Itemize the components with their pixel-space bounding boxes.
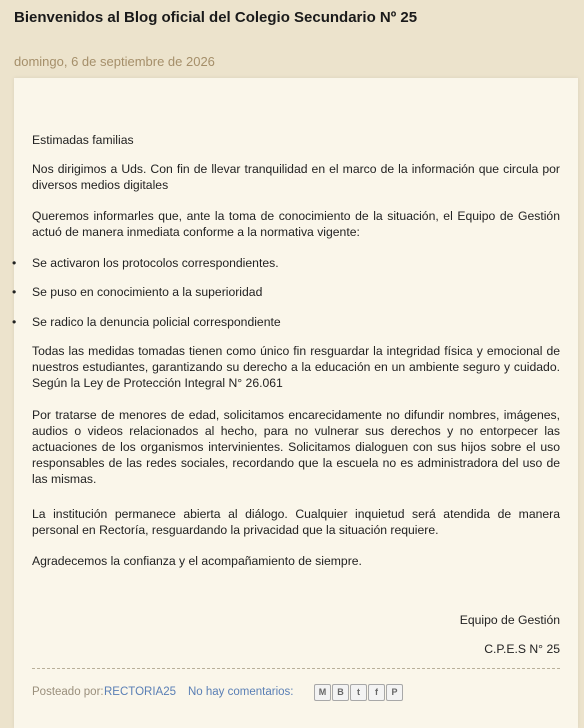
blog-title[interactable]: Bienvenidos al Blog oficial del Colegio Secundario Nº 25 <box>14 9 418 26</box>
post-paragraph: Agradecemos la confianza y el acompañamiento de siempre. <box>32 554 362 568</box>
post-paragraph: Por tratarse de menores de edad, solicitamos encarecidamente no difundir nombres, imágenes, audios o videos relacionados al hecho, para no vulnerar sus derechos y no entorpecer las actuaciones de los organismos intervinientes. Solicitamos dialoguen con sus hijos sobre el uso responsables de las redes sociales, recordando que la escuela no es administradora del uso de las mismas. <box>32 408 560 486</box>
bullet-icon: • <box>12 285 17 299</box>
post-paragraph: Todas las medidas tomadas tienen como único fin resguardar la integridad física y emocional de nuestros estudiantes, garantizando su derecho a la educación en un ambiente seguro y cuidado. Según la Ley de Protección Integral N° 26.061 <box>32 344 560 390</box>
author-link[interactable]: RECTORIA25 <box>104 686 177 698</box>
post-footer <box>32 684 560 702</box>
post-date: domingo, 6 de septiembre de 2026 <box>14 54 215 69</box>
list-item-text: Se radico la denuncia policial correspondiente <box>32 315 281 329</box>
post-card <box>14 78 578 728</box>
list-item-text: Se puso en conocimiento a la superioridad <box>32 285 263 299</box>
twitter-share-icon[interactable]: t <box>350 684 367 701</box>
post-paragraph: La institución permanece abierta al diálogo. Cualquier inquietud será atendida de manera personal en Rectoría, resguardando la privacidad que la situación requiere. <box>32 507 560 537</box>
share-buttons <box>314 684 403 700</box>
pinterest-share-icon[interactable]: P <box>386 684 403 701</box>
bullet-icon: • <box>12 256 17 270</box>
post-greeting: Estimadas familias <box>32 133 134 147</box>
post-paragraph: Nos dirigimos a Uds. Con fin de llevar tranquilidad en el marco de la información que circula por diversos medios digitales <box>32 162 560 192</box>
post-paragraph: Queremos informarles que, ante la toma de conocimiento de la situación, el Equipo de Gestión actuó de manera inmediata conforme a la normativa vigente: <box>32 209 560 239</box>
bullet-icon: • <box>12 315 17 329</box>
list-item-text: Se activaron los protocolos correspondientes. <box>32 256 279 270</box>
comments-link[interactable]: No hay comentarios: <box>188 686 294 698</box>
email-share-icon[interactable]: M <box>314 684 331 701</box>
signature-school: C.P.E.S N° 25 <box>484 642 560 656</box>
signature-team: Equipo de Gestión <box>459 613 560 627</box>
blog-share-icon[interactable]: B <box>332 684 349 701</box>
posted-by-label: Posteado por: <box>32 686 104 698</box>
post-divider <box>32 668 560 669</box>
facebook-share-icon[interactable]: f <box>368 684 385 701</box>
